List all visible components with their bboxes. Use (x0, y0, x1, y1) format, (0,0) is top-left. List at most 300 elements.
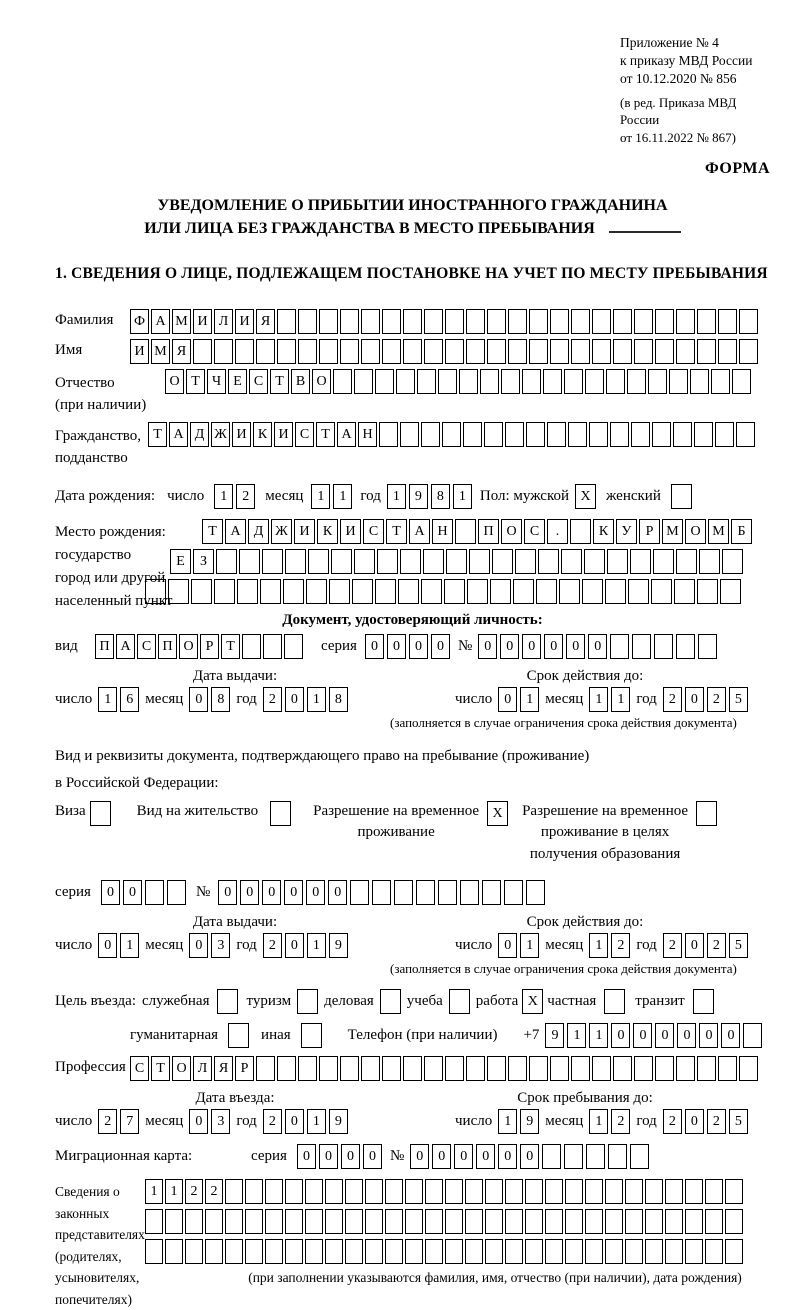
char-cell[interactable]: С (295, 422, 314, 447)
char-cell[interactable] (365, 1209, 383, 1234)
char-cell[interactable]: Ф (130, 309, 149, 334)
char-cell[interactable] (736, 422, 755, 447)
char-cell[interactable] (319, 339, 338, 364)
char-cell[interactable] (725, 1209, 743, 1234)
char-cell[interactable] (345, 1239, 363, 1264)
char-cell[interactable]: И (235, 309, 254, 334)
char-cell[interactable] (298, 339, 317, 364)
char-cell[interactable]: У (616, 519, 637, 544)
char-cell[interactable] (285, 1239, 303, 1264)
char-cell[interactable]: А (151, 309, 170, 334)
char-cell[interactable] (608, 1144, 627, 1169)
char-cell[interactable]: О (501, 519, 522, 544)
char-cell[interactable] (306, 579, 327, 604)
char-cell[interactable] (634, 1056, 653, 1081)
char-cell[interactable] (508, 1056, 527, 1081)
char-cell[interactable] (547, 422, 566, 447)
char-cell[interactable] (610, 422, 629, 447)
char-cell[interactable]: 1 (589, 1023, 608, 1048)
char-cell[interactable]: 0 (218, 880, 237, 905)
char-cell[interactable] (559, 579, 580, 604)
char-cell[interactable] (319, 1056, 338, 1081)
char-cell[interactable]: 0 (498, 1144, 517, 1169)
char-cell[interactable] (284, 634, 303, 659)
char-cell[interactable]: 9 (545, 1023, 564, 1048)
char-cell[interactable]: 0 (285, 687, 304, 712)
char-cell[interactable] (586, 1144, 605, 1169)
char-cell[interactable] (242, 634, 261, 659)
char-cell[interactable] (542, 1144, 561, 1169)
char-cell[interactable] (525, 1239, 543, 1264)
char-cell[interactable] (487, 339, 506, 364)
char-cell[interactable]: 1 (307, 687, 326, 712)
char-cell[interactable] (350, 880, 369, 905)
char-cell[interactable]: И (274, 422, 293, 447)
char-cell[interactable] (725, 1239, 743, 1264)
char-cell[interactable]: Н (432, 519, 453, 544)
char-cell[interactable]: И (130, 339, 149, 364)
char-cell[interactable] (628, 579, 649, 604)
char-cell[interactable] (561, 549, 582, 574)
char-cell[interactable] (165, 1239, 183, 1264)
char-cell[interactable] (605, 1239, 623, 1264)
char-cell[interactable] (697, 309, 716, 334)
char-cell[interactable] (705, 1209, 723, 1234)
char-cell[interactable] (605, 1179, 623, 1204)
char-cell[interactable] (372, 880, 391, 905)
char-cell[interactable]: Т (270, 369, 289, 394)
char-cell[interactable]: А (116, 634, 135, 659)
char-cell[interactable]: Я (214, 1056, 233, 1081)
char-cell[interactable] (665, 1239, 683, 1264)
char-cell[interactable]: Д (190, 422, 209, 447)
char-cell[interactable] (665, 1209, 683, 1234)
char-cell[interactable]: Я (172, 339, 191, 364)
char-cell[interactable] (425, 1239, 443, 1264)
char-cell[interactable]: 0 (284, 880, 303, 905)
char-cell[interactable] (570, 519, 591, 544)
char-cell[interactable]: И (340, 519, 361, 544)
char-cell[interactable]: Т (202, 519, 223, 544)
char-cell[interactable] (405, 1179, 423, 1204)
char-cell[interactable] (298, 309, 317, 334)
char-cell[interactable] (697, 339, 716, 364)
char-cell[interactable] (225, 1239, 243, 1264)
char-cell[interactable] (145, 1239, 163, 1264)
char-cell[interactable] (504, 880, 523, 905)
char-cell[interactable] (571, 1056, 590, 1081)
temp-residence-education-checkbox[interactable] (696, 801, 717, 826)
char-cell[interactable]: С (363, 519, 384, 544)
char-cell[interactable] (538, 549, 559, 574)
char-cell[interactable] (690, 369, 709, 394)
char-cell[interactable]: 1 (589, 1109, 608, 1134)
char-cell[interactable]: 5 (729, 687, 748, 712)
char-cell[interactable] (508, 339, 527, 364)
char-cell[interactable] (365, 1239, 383, 1264)
char-cell[interactable] (325, 1239, 343, 1264)
char-cell[interactable] (277, 339, 296, 364)
char-cell[interactable] (398, 579, 419, 604)
char-cell[interactable] (340, 309, 359, 334)
char-cell[interactable]: К (253, 422, 272, 447)
char-cell[interactable] (467, 579, 488, 604)
char-cell[interactable] (265, 1209, 283, 1234)
char-cell[interactable] (630, 1144, 649, 1169)
char-cell[interactable] (585, 1239, 603, 1264)
char-cell[interactable] (265, 1239, 283, 1264)
char-cell[interactable] (613, 309, 632, 334)
char-cell[interactable] (361, 309, 380, 334)
char-cell[interactable] (613, 1056, 632, 1081)
char-cell[interactable]: 1 (589, 687, 608, 712)
char-cell[interactable] (277, 309, 296, 334)
char-cell[interactable]: 0 (633, 1023, 652, 1048)
char-cell[interactable] (522, 369, 541, 394)
char-cell[interactable]: 0 (409, 634, 428, 659)
char-cell[interactable] (375, 579, 396, 604)
char-cell[interactable] (424, 309, 443, 334)
char-cell[interactable] (245, 1179, 263, 1204)
char-cell[interactable]: 0 (262, 880, 281, 905)
char-cell[interactable] (225, 1179, 243, 1204)
char-cell[interactable]: 2 (263, 1109, 282, 1134)
char-cell[interactable] (333, 369, 352, 394)
char-cell[interactable]: Р (200, 634, 219, 659)
char-cell[interactable] (584, 549, 605, 574)
char-cell[interactable] (365, 1179, 383, 1204)
char-cell[interactable]: 2 (611, 1109, 630, 1134)
char-cell[interactable]: 9 (409, 484, 428, 509)
char-cell[interactable] (283, 579, 304, 604)
char-cell[interactable]: 0 (566, 634, 585, 659)
char-cell[interactable]: 9 (520, 1109, 539, 1134)
char-cell[interactable]: К (317, 519, 338, 544)
char-cell[interactable]: 0 (285, 1109, 304, 1134)
char-cell[interactable]: 1 (498, 1109, 517, 1134)
char-cell[interactable] (564, 1144, 583, 1169)
char-cell[interactable] (545, 1239, 563, 1264)
char-cell[interactable] (694, 422, 713, 447)
char-cell[interactable]: 0 (522, 634, 541, 659)
char-cell[interactable] (285, 549, 306, 574)
char-cell[interactable] (165, 1209, 183, 1234)
char-cell[interactable]: 0 (189, 1109, 208, 1134)
char-cell[interactable] (445, 339, 464, 364)
char-cell[interactable] (484, 422, 503, 447)
char-cell[interactable] (185, 1239, 203, 1264)
char-cell[interactable]: 0 (685, 687, 704, 712)
char-cell[interactable] (465, 1179, 483, 1204)
char-cell[interactable] (501, 369, 520, 394)
char-cell[interactable] (698, 634, 717, 659)
char-cell[interactable]: 6 (120, 687, 139, 712)
char-cell[interactable]: Л (214, 309, 233, 334)
char-cell[interactable]: З (193, 549, 214, 574)
char-cell[interactable] (424, 1056, 443, 1081)
char-cell[interactable]: 0 (655, 1023, 674, 1048)
char-cell[interactable] (676, 634, 695, 659)
char-cell[interactable] (536, 579, 557, 604)
char-cell[interactable]: 1 (611, 687, 630, 712)
char-cell[interactable] (245, 1239, 263, 1264)
char-cell[interactable] (256, 1056, 275, 1081)
char-cell[interactable] (718, 309, 737, 334)
char-cell[interactable]: Я (256, 309, 275, 334)
char-cell[interactable] (655, 309, 674, 334)
char-cell[interactable] (607, 549, 628, 574)
char-cell[interactable] (262, 549, 283, 574)
char-cell[interactable] (673, 422, 692, 447)
char-cell[interactable] (256, 339, 275, 364)
char-cell[interactable] (345, 1179, 363, 1204)
char-cell[interactable]: Б (731, 519, 752, 544)
char-cell[interactable] (403, 1056, 422, 1081)
char-cell[interactable] (515, 549, 536, 574)
char-cell[interactable] (589, 422, 608, 447)
char-cell[interactable]: 2 (98, 1109, 117, 1134)
char-cell[interactable] (743, 1023, 762, 1048)
char-cell[interactable]: 0 (101, 880, 120, 905)
char-cell[interactable]: . (547, 519, 568, 544)
char-cell[interactable]: Т (316, 422, 335, 447)
char-cell[interactable]: 2 (663, 687, 682, 712)
purpose-private-checkbox[interactable] (604, 989, 625, 1014)
char-cell[interactable]: 2 (663, 1109, 682, 1134)
char-cell[interactable] (385, 1239, 403, 1264)
char-cell[interactable]: 0 (189, 933, 208, 958)
char-cell[interactable]: 1 (307, 1109, 326, 1134)
char-cell[interactable]: М (151, 339, 170, 364)
char-cell[interactable]: 0 (432, 1144, 451, 1169)
char-cell[interactable] (285, 1179, 303, 1204)
char-cell[interactable] (396, 369, 415, 394)
char-cell[interactable] (645, 1209, 663, 1234)
char-cell[interactable] (460, 880, 479, 905)
char-cell[interactable] (718, 339, 737, 364)
char-cell[interactable] (525, 1209, 543, 1234)
char-cell[interactable] (445, 1056, 464, 1081)
char-cell[interactable] (526, 880, 545, 905)
char-cell[interactable]: Д (248, 519, 269, 544)
char-cell[interactable] (382, 339, 401, 364)
char-cell[interactable]: И (193, 309, 212, 334)
char-cell[interactable] (423, 549, 444, 574)
char-cell[interactable]: 1 (453, 484, 472, 509)
char-cell[interactable] (606, 369, 625, 394)
char-cell[interactable] (191, 579, 212, 604)
char-cell[interactable] (722, 549, 743, 574)
char-cell[interactable]: Т (386, 519, 407, 544)
char-cell[interactable] (655, 339, 674, 364)
char-cell[interactable] (550, 309, 569, 334)
sex-female-checkbox[interactable] (671, 484, 692, 509)
char-cell[interactable] (565, 1179, 583, 1204)
char-cell[interactable]: 1 (520, 687, 539, 712)
char-cell[interactable]: 0 (544, 634, 563, 659)
char-cell[interactable]: 8 (211, 687, 230, 712)
purpose-humanitarian-checkbox[interactable] (228, 1023, 249, 1048)
char-cell[interactable] (485, 1239, 503, 1264)
char-cell[interactable] (345, 1209, 363, 1234)
char-cell[interactable] (550, 1056, 569, 1081)
char-cell[interactable] (634, 339, 653, 364)
char-cell[interactable]: 0 (240, 880, 259, 905)
char-cell[interactable] (529, 339, 548, 364)
char-cell[interactable]: 8 (431, 484, 450, 509)
char-cell[interactable] (405, 1209, 423, 1234)
char-cell[interactable]: 0 (685, 1109, 704, 1134)
char-cell[interactable] (465, 1209, 483, 1234)
char-cell[interactable] (465, 1239, 483, 1264)
char-cell[interactable] (145, 880, 164, 905)
char-cell[interactable]: 1 (145, 1179, 163, 1204)
char-cell[interactable]: 2 (707, 1109, 726, 1134)
char-cell[interactable]: М (662, 519, 683, 544)
char-cell[interactable] (550, 339, 569, 364)
char-cell[interactable] (685, 1239, 703, 1264)
char-cell[interactable]: 2 (185, 1179, 203, 1204)
char-cell[interactable] (352, 579, 373, 604)
char-cell[interactable] (648, 369, 667, 394)
char-cell[interactable]: 0 (476, 1144, 495, 1169)
char-cell[interactable] (445, 309, 464, 334)
char-cell[interactable]: О (179, 634, 198, 659)
char-cell[interactable] (585, 1209, 603, 1234)
char-cell[interactable] (715, 422, 734, 447)
char-cell[interactable]: 9 (329, 1109, 348, 1134)
char-cell[interactable]: 0 (189, 687, 208, 712)
char-cell[interactable] (625, 1179, 643, 1204)
char-cell[interactable]: 0 (363, 1144, 382, 1169)
char-cell[interactable] (421, 579, 442, 604)
char-cell[interactable]: 0 (98, 933, 117, 958)
char-cell[interactable]: 2 (611, 933, 630, 958)
char-cell[interactable] (739, 309, 758, 334)
char-cell[interactable]: 0 (431, 634, 450, 659)
char-cell[interactable] (469, 549, 490, 574)
char-cell[interactable]: 2 (263, 687, 282, 712)
char-cell[interactable]: 0 (721, 1023, 740, 1048)
char-cell[interactable]: 0 (498, 933, 517, 958)
char-cell[interactable]: Ж (211, 422, 230, 447)
char-cell[interactable]: 2 (236, 484, 255, 509)
char-cell[interactable]: И (294, 519, 315, 544)
char-cell[interactable] (167, 880, 186, 905)
char-cell[interactable] (354, 549, 375, 574)
char-cell[interactable] (237, 579, 258, 604)
char-cell[interactable]: А (409, 519, 430, 544)
char-cell[interactable] (505, 1179, 523, 1204)
char-cell[interactable]: 1 (98, 687, 117, 712)
char-cell[interactable] (466, 1056, 485, 1081)
char-cell[interactable] (631, 422, 650, 447)
char-cell[interactable]: К (593, 519, 614, 544)
char-cell[interactable] (526, 422, 545, 447)
char-cell[interactable] (674, 579, 695, 604)
char-cell[interactable]: 9 (329, 933, 348, 958)
char-cell[interactable] (403, 309, 422, 334)
char-cell[interactable] (442, 422, 461, 447)
char-cell[interactable] (613, 339, 632, 364)
char-cell[interactable] (329, 579, 350, 604)
char-cell[interactable] (676, 1056, 695, 1081)
temp-residence-checkbox[interactable]: X (487, 801, 508, 826)
char-cell[interactable] (718, 1056, 737, 1081)
char-cell[interactable] (438, 369, 457, 394)
char-cell[interactable] (185, 1209, 203, 1234)
char-cell[interactable] (444, 579, 465, 604)
char-cell[interactable] (459, 369, 478, 394)
char-cell[interactable] (571, 339, 590, 364)
char-cell[interactable] (676, 309, 695, 334)
char-cell[interactable] (627, 369, 646, 394)
char-cell[interactable]: 0 (685, 933, 704, 958)
char-cell[interactable]: 8 (329, 687, 348, 712)
char-cell[interactable] (265, 1179, 283, 1204)
char-cell[interactable]: О (165, 369, 184, 394)
char-cell[interactable] (438, 880, 457, 905)
char-cell[interactable]: Т (151, 1056, 170, 1081)
char-cell[interactable] (325, 1179, 343, 1204)
purpose-tourism-checkbox[interactable] (297, 989, 318, 1014)
char-cell[interactable]: Ж (271, 519, 292, 544)
char-cell[interactable]: 0 (611, 1023, 630, 1048)
char-cell[interactable] (685, 1179, 703, 1204)
char-cell[interactable]: 1 (120, 933, 139, 958)
char-cell[interactable] (697, 1056, 716, 1081)
char-cell[interactable]: А (225, 519, 246, 544)
purpose-study-checkbox[interactable] (449, 989, 470, 1014)
char-cell[interactable] (260, 579, 281, 604)
char-cell[interactable] (445, 1239, 463, 1264)
char-cell[interactable] (340, 339, 359, 364)
char-cell[interactable] (455, 519, 476, 544)
char-cell[interactable] (529, 1056, 548, 1081)
char-cell[interactable]: 1 (214, 484, 233, 509)
char-cell[interactable]: 0 (677, 1023, 696, 1048)
char-cell[interactable] (394, 880, 413, 905)
char-cell[interactable] (424, 339, 443, 364)
char-cell[interactable]: П (478, 519, 499, 544)
char-cell[interactable] (490, 579, 511, 604)
sex-male-checkbox[interactable]: X (575, 484, 596, 509)
char-cell[interactable] (655, 1056, 674, 1081)
char-cell[interactable]: 0 (285, 933, 304, 958)
char-cell[interactable]: 0 (387, 634, 406, 659)
char-cell[interactable]: О (172, 1056, 191, 1081)
char-cell[interactable]: 1 (333, 484, 352, 509)
char-cell[interactable] (263, 634, 282, 659)
char-cell[interactable] (508, 309, 527, 334)
char-cell[interactable] (400, 422, 419, 447)
char-cell[interactable] (632, 634, 651, 659)
char-cell[interactable] (382, 309, 401, 334)
char-cell[interactable] (225, 1209, 243, 1234)
char-cell[interactable]: 0 (498, 687, 517, 712)
char-cell[interactable] (416, 880, 435, 905)
char-cell[interactable] (298, 1056, 317, 1081)
purpose-other-checkbox[interactable] (301, 1023, 322, 1048)
char-cell[interactable] (239, 549, 260, 574)
char-cell[interactable]: Т (186, 369, 205, 394)
char-cell[interactable] (732, 369, 751, 394)
char-cell[interactable] (513, 579, 534, 604)
char-cell[interactable]: 0 (319, 1144, 338, 1169)
char-cell[interactable] (485, 1179, 503, 1204)
char-cell[interactable] (340, 1056, 359, 1081)
char-cell[interactable]: 5 (729, 1109, 748, 1134)
